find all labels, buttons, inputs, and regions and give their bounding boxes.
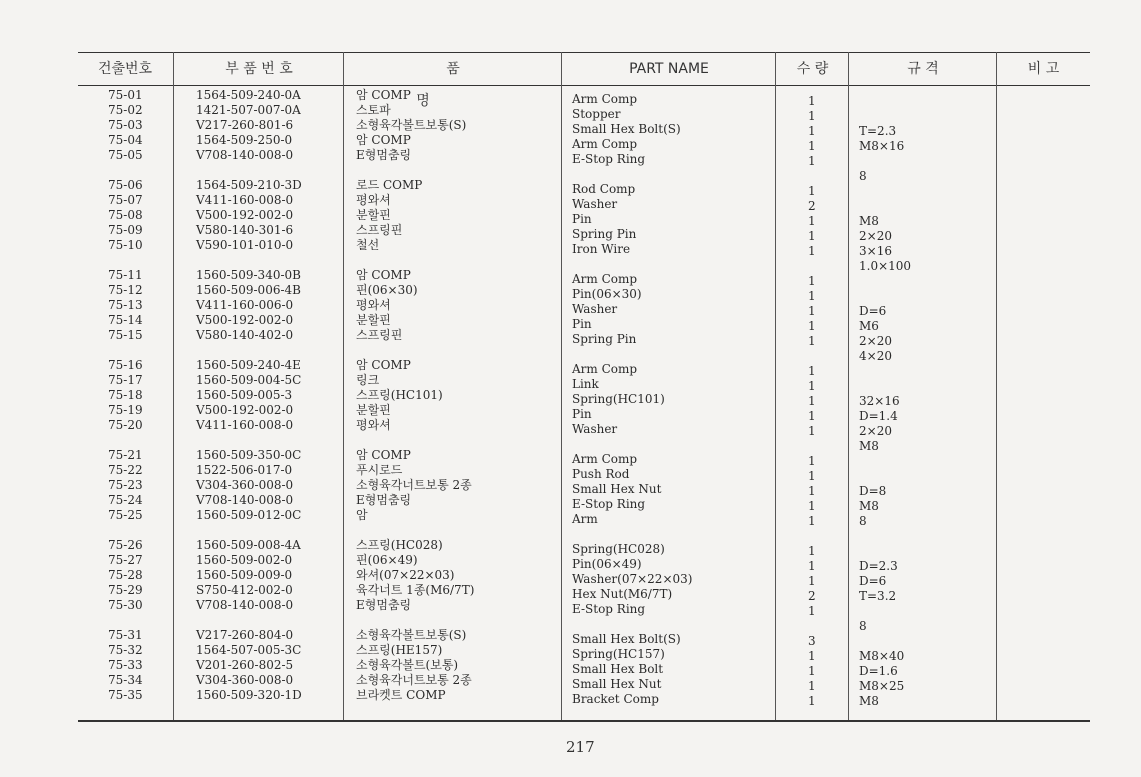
quantity-cell: 1 [808,604,816,618]
ref-no-cell: 75-13 [108,298,143,312]
ref-no-cell: 75-07 [108,193,143,207]
part-name-cell: Washer [572,422,618,436]
spec-cell: 3×16 [859,244,892,258]
spec-cell: T=2.3 [859,124,897,138]
part-name-cell: Washer [572,197,618,211]
part-name-cell: Link [572,377,599,391]
quantity-cell: 2 [808,589,816,603]
spec-cell: M8×16 [859,139,905,153]
row-group [356,88,474,163]
spec-cell [859,289,911,304]
row-group [356,358,474,433]
ref-no-cell: 75-05 [108,148,143,162]
ref-no-cell: 75-18 [108,388,143,402]
korean-name-cell: 브라켓트 COMP [356,688,446,702]
korean-name-cell: 평와셔 [356,193,391,207]
quantity-cell: 1 [808,124,816,138]
part-no-cell: S750-412-002-0 [196,583,293,597]
spec-cell: M8×25 [859,679,905,693]
korean-name-cell: 링크 [356,373,380,387]
part-name-cell: Spring(HC028) [572,542,665,556]
part-no-cell: 1560-509-340-0B [196,268,301,282]
part-no-cell: 1560-509-005-3 [196,388,293,402]
korean-name-cell: 평와셔 [356,298,391,312]
ref-no-cell: 75-03 [108,118,143,132]
part-no-cell: V217-260-801-6 [196,118,294,132]
korean-name-cell: 스프링(HC028) [356,538,443,552]
ref-no-cell: 75-19 [108,403,143,417]
korean-name-cell: 암 COMP [356,448,411,462]
ref-no-cell: 75-24 [108,493,143,507]
ref-no-cell: 75-30 [108,598,143,612]
header-quantity: 수 량 [796,61,829,77]
part-name-cell: Spring Pin [572,332,637,346]
quantity-cell: 3 [808,634,816,648]
ref-no-cell: 75-02 [108,103,143,117]
header-part-name: PART NAME [629,61,709,77]
ref-no-cell: 75-35 [108,688,143,702]
spec-cell: D=1.4 [859,409,898,423]
header-spec: 규 격 [907,61,939,77]
part-name-cell: Arm Comp [572,362,638,376]
quantity-cell: 1 [808,94,816,108]
row-group [108,88,143,163]
korean-name-cell: 핀(06×49) [356,553,418,567]
row-group [108,628,143,703]
ref-no-cell: 75-08 [108,208,143,222]
part-no-cell: 1560-509-009-0 [196,568,293,582]
row-group [196,628,302,703]
ref-no-cell: 75-34 [108,673,143,687]
part-no-column [196,88,302,718]
quantity-cell: 1 [808,319,816,333]
quantity-cell: 1 [808,424,816,438]
korean-name-cell: 암 COMP [356,358,411,372]
row-group [859,199,911,274]
row-group [572,452,692,527]
spec-cell [859,529,911,544]
korean-name-cell: 철선 [356,238,380,252]
korean-name-cell: 암 [356,508,368,522]
ref-no-cell: 75-11 [108,268,143,282]
quantity-cell: 1 [808,469,816,483]
part-no-cell: 1560-509-008-4A [196,538,301,552]
spec-cell [859,199,911,214]
row-group [572,632,692,707]
row-group [808,274,816,349]
korean-name-cell: 소형육각볼트(보통) [356,658,459,672]
row-group [196,448,302,523]
row-group [572,272,692,347]
part-name-cell: Bracket Comp [572,692,659,706]
part-name-cell: Pin(06×30) [572,287,642,301]
korean-name-cell: 소형육각너트보통 2종 [356,478,472,492]
korean-name-cell: 스프링(HE157) [356,643,443,657]
ref-no-cell: 75-32 [108,643,143,657]
spec-cell: D=6 [859,304,887,318]
part-no-cell: V411-160-008-0 [196,418,294,432]
spec-cell [859,109,911,124]
part-name-cell: Iron Wire [572,242,631,256]
part-name-cell: Arm Comp [572,272,638,286]
quantity-cell: 1 [808,544,816,558]
ref-no-cell: 75-01 [108,88,143,102]
korean-name-cell: 와셔(07×22×03) [356,568,455,582]
part-no-cell: 1560-509-350-0C [196,448,302,462]
part-no-cell: V580-140-402-0 [196,328,294,342]
part-name-cell: E-Stop Ring [572,497,646,511]
quantity-cell: 1 [808,379,816,393]
korean-name-cell: E형멈춤링 [356,598,412,612]
row-group [572,362,692,437]
spec-cell: M8 [859,499,879,513]
row-group [196,88,302,163]
ref-no-cell: 75-22 [108,463,143,477]
korean-name-cell: 핀(06×30) [356,283,418,297]
ref-no-cell: 75-16 [108,358,143,372]
row-group [108,178,143,253]
row-group [108,358,143,433]
ref-no-cell: 75-09 [108,223,143,237]
spec-cell: 2×20 [859,229,892,243]
row-group [108,448,143,523]
part-no-cell: V304-360-008-0 [196,673,294,687]
spec-cell: T=3.2 [859,589,897,603]
spec-cell: D=6 [859,574,887,588]
spec-cell: 8 [859,619,867,633]
quantity-cell: 1 [808,274,816,288]
part-name-cell: Washer(07×22×03) [572,572,693,586]
part-no-cell: V217-260-804-0 [196,628,294,642]
part-no-cell: V411-160-008-0 [196,193,294,207]
part-name-cell: Arm Comp [572,92,638,106]
spec-cell: D=8 [859,484,887,498]
korean-name-cell: 로드 COMP [356,178,423,192]
ref-no-column [108,88,143,718]
row-group [572,542,692,617]
quantity-cell: 1 [808,394,816,408]
part-no-cell: V201-260-802-5 [196,658,294,672]
korean-name-column [356,88,474,718]
korean-name-cell: 육각너트 1종(M6/7T) [356,583,475,597]
row-group [572,182,692,257]
korean-name-cell: 스프링(HC101) [356,388,443,402]
row-group [859,109,911,184]
row-group [808,364,816,439]
ref-no-cell: 75-29 [108,583,143,597]
part-name-cell: Arm Comp [572,452,638,466]
quantity-cell: 1 [808,109,816,123]
row-group [196,538,302,613]
part-name-cell: Small Hex Bolt(S) [572,632,681,646]
korean-name-cell: E형멈춤링 [356,493,412,507]
korean-name-cell: 스프링핀 [356,328,403,342]
korean-name-cell: 암 COMP [356,133,411,147]
part-no-cell: 1564-509-250-0 [196,133,293,147]
row-group [808,94,816,169]
part-no-cell: V580-140-301-6 [196,223,294,237]
spec-cell: 8 [859,514,867,528]
ref-no-cell: 75-14 [108,313,143,327]
row-group [572,92,692,167]
quantity-cell: 1 [808,184,816,198]
spec-column [859,109,911,739]
part-name-cell: Rod Comp [572,182,636,196]
part-name-cell: Small Hex Nut [572,677,662,691]
part-name-cell: Small Hex Nut [572,482,662,496]
quantity-cell: 1 [808,679,816,693]
spec-cell [859,379,911,394]
spec-cell: 2×20 [859,424,892,438]
part-name-cell: Spring(HC157) [572,647,665,661]
spec-cell [859,604,911,619]
row-group [808,454,816,529]
spec-cell: M8×40 [859,649,905,663]
korean-name-cell: 스프링핀 [356,223,403,237]
part-name-cell: Small Hex Bolt [572,662,664,676]
ref-no-cell: 75-27 [108,553,143,567]
korean-name-cell: 스토파 [356,103,391,117]
row-group [196,358,302,433]
ref-no-cell: 75-23 [108,478,143,492]
part-name-cell: Washer [572,302,618,316]
part-no-cell: 1421-507-007-0A [196,103,301,117]
header-ref-no: 건출번호 [97,61,153,77]
ref-no-cell: 75-17 [108,373,143,387]
part-name-column [572,92,692,722]
row-group [808,544,816,619]
quantity-cell: 1 [808,574,816,588]
spec-cell: D=1.6 [859,664,898,678]
ref-no-cell: 75-31 [108,628,143,642]
spec-cell: 32×16 [859,394,900,408]
spec-cell [859,469,911,484]
row-group [196,178,302,253]
spec-cell [859,154,911,169]
part-name-cell: Small Hex Bolt(S) [572,122,681,136]
part-no-cell: 1522-506-017-0 [196,463,293,477]
ref-no-cell: 75-26 [108,538,143,552]
part-name-cell: Arm [572,512,598,526]
spec-cell: M6 [859,319,879,333]
quantity-cell: 1 [808,559,816,573]
quantity-cell: 1 [808,649,816,663]
ref-no-cell: 75-06 [108,178,143,192]
ref-no-cell: 75-28 [108,568,143,582]
part-no-cell: V500-192-002-0 [196,208,294,222]
row-group [356,178,474,253]
part-name-cell: Spring Pin [572,227,637,241]
quantity-cell: 1 [808,694,816,708]
ref-no-cell: 75-33 [108,658,143,672]
korean-name-cell: 푸시로드 [356,463,403,477]
quantity-cell: 1 [808,484,816,498]
part-no-cell: 1560-509-006-4B [196,283,301,297]
header-part-no: 부 품 번 호 [225,61,293,77]
part-no-cell: V708-140-008-0 [196,493,294,507]
part-no-cell: 1560-509-240-4E [196,358,301,372]
quantity-cell: 1 [808,514,816,528]
part-name-cell: Spring(HC101) [572,392,665,406]
row-group [859,289,911,364]
quantity-cell: 1 [808,664,816,678]
quantity-cell: 1 [808,409,816,423]
quantity-cell: 1 [808,244,816,258]
row-group [859,559,911,634]
row-group [859,469,911,544]
row-group [196,268,302,343]
part-no-cell: 1560-509-012-0C [196,508,302,522]
part-name-cell: E-Stop Ring [572,602,646,616]
korean-name-cell: 암 COMP [356,88,411,102]
row-group [356,448,474,523]
korean-name-cell: 암 COMP [356,268,411,282]
row-group [808,184,816,259]
row-group [356,268,474,343]
part-name-cell: Pin(06×49) [572,557,642,571]
part-name-cell: Stopper [572,107,621,121]
korean-name-cell: 소형육각볼트보통(S) [356,628,467,642]
korean-name-cell: 분할핀 [356,403,391,417]
spec-cell: M8 [859,439,879,453]
spec-cell: 2×20 [859,334,892,348]
spec-cell [859,709,911,724]
part-no-cell: 1564-509-240-0A [196,88,301,102]
row-group [859,379,911,454]
part-no-cell: V708-140-008-0 [196,148,294,162]
part-no-cell: 1560-509-320-1D [196,688,302,702]
ref-no-cell: 75-21 [108,448,143,462]
spec-cell: M8 [859,214,879,228]
korean-name-cell: 분할핀 [356,313,391,327]
korean-name-cell: E형멈춤링 [356,148,412,162]
header-korean-name: 품 명 [416,61,520,109]
part-name-cell: Arm Comp [572,137,638,151]
row-group [356,538,474,613]
ref-no-cell: 75-10 [108,238,143,252]
korean-name-cell: 소형육각볼트보통(S) [356,118,467,132]
quantity-cell: 1 [808,289,816,303]
spec-cell: D=2.3 [859,559,898,573]
quantity-cell: 1 [808,139,816,153]
ref-no-cell: 75-04 [108,133,143,147]
part-name-cell: E-Stop Ring [572,152,646,166]
part-no-cell: V500-192-002-0 [196,403,294,417]
ref-no-cell: 75-15 [108,328,143,342]
header-remarks: 비 고 [1027,61,1060,77]
quantity-cell: 1 [808,229,816,243]
part-no-cell: V304-360-008-0 [196,478,294,492]
ref-no-cell: 75-25 [108,508,143,522]
page-number: 217 [566,738,595,756]
korean-name-cell: 평와셔 [356,418,391,432]
quantity-cell: 1 [808,364,816,378]
part-name-cell: Hex Nut(M6/7T) [572,587,673,601]
part-no-cell: 1564-507-005-3C [196,643,302,657]
part-no-cell: V708-140-008-0 [196,598,294,612]
part-name-cell: Pin [572,317,592,331]
part-name-cell: Pin [572,212,592,226]
quantity-cell: 1 [808,154,816,168]
spec-cell: M8 [859,694,879,708]
quantity-cell: 1 [808,304,816,318]
spec-cell: 4×20 [859,349,892,363]
part-name-cell: Pin [572,407,592,421]
part-no-cell: V590-101-010-0 [196,238,294,252]
quantity-cell: 1 [808,499,816,513]
row-group [859,649,911,724]
row-group [108,268,143,343]
part-no-cell: 1560-509-002-0 [196,553,293,567]
part-no-cell: 1560-509-004-5C [196,373,302,387]
spec-cell: 1.0×100 [859,259,912,273]
korean-name-cell: 분할핀 [356,208,391,222]
spec-cell: 8 [859,169,867,183]
ref-no-cell: 75-12 [108,283,143,297]
ref-no-cell: 75-20 [108,418,143,432]
quantity-cell: 2 [808,199,816,213]
part-name-cell: Push Rod [572,467,630,481]
part-no-cell: 1564-509-210-3D [196,178,302,192]
part-no-cell: V411-160-006-0 [196,298,294,312]
row-group [108,538,143,613]
korean-name-cell: 소형육각너트보통 2종 [356,673,472,687]
parts-table [78,52,1090,722]
part-no-cell: V500-192-002-0 [196,313,294,327]
row-group [808,634,816,709]
quantity-cell: 1 [808,454,816,468]
quantity-cell: 1 [808,334,816,348]
quantity-cell: 1 [808,214,816,228]
quantity-column [808,94,816,724]
row-group [356,628,474,703]
